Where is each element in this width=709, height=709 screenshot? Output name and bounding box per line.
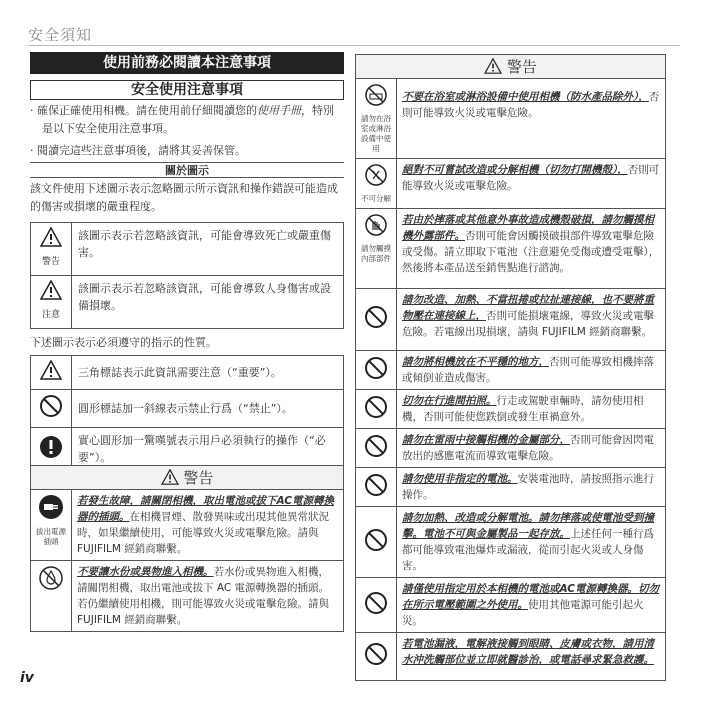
prohibition-icon [364,305,388,329]
left-warning-header: 警告 [31,466,344,490]
right-warning-box [355,54,666,681]
unplug-icon [38,494,64,520]
warning-entry: 不要讓水份或異物進入相機。若水份或異物進入相機，請關閉相機，取出電池或拔下 AC 電源轉換器的插頭。若仍繼續使用相機，則可能導致火災或電擊危險。請與 FUJIFILM 經銷商聯繫。 [72,561,344,632]
warning-triangle-icon [484,58,502,74]
prohibition-icon [39,394,63,418]
severity-table [30,222,344,329]
warning-entry: 請勿將相機放在不平穩的地方，否則可能導致相機摔落或傾倒並造成傷害。 [397,351,666,390]
prohibition-icon [364,591,388,615]
triangle-icon [40,360,62,380]
warning-entry: 若由於摔落或其他意外事故造成機殼破損，請勿觸摸相機外露部件。否則可能會因觸摸破損部件導致電擊危險或受傷。請立即取下電池（注意避免受傷或遭受電擊），然後將本產品送至銷售點進行諮詢。 [397,209,666,289]
icon-key-title: 關於圖示 [30,162,344,178]
prohibition-icon [364,642,388,666]
right-warning-header: 警告 [356,55,666,79]
page-title: 安全須知 [28,26,93,44]
no-bath-icon [364,83,388,107]
mandatory-meaning: 實心圓形加一驚嘆號表示用戶必須執行的操作（“必要”）。 [72,428,344,471]
exclamation-circle-icon [39,435,63,459]
caution-label: 注意 [41,310,60,320]
instruction-table [30,355,344,471]
warning-entry: 切勿在行進間拍照。行走或駕駛車輛時，請勿使用相機，否則可能使您跌倒或發生車禍意外。 [397,390,666,429]
prohibition-icon [364,395,388,419]
prohibition-icon [364,356,388,380]
prohibition-icon [364,473,388,497]
caution-triangle-icon [40,280,62,300]
warning-triangle-icon [161,469,179,485]
caution-severity-text: 該圖示表示若忽略該資訊，可能會導致人身傷害或設備損壞。 [72,276,344,329]
no-water-icon [38,565,64,591]
left-warning-box [30,465,344,632]
bullet-item: · 確保正確使用相機。請在使用前仔細閱讀您的使用手冊，特別是以下安全使用注意事項。 [30,104,334,135]
warning-label: 警告 [41,257,60,267]
no-bath-caption: 請勿在浴室或淋浴設備中使用 [361,114,391,153]
warning-entry: 請勿加熱、改造或分解電池。請勿摔落或使電池受到撞擊。電池不可與金屬製品一起存放。上述任何一種行爲都可能導致電池爆炸或漏液，從而引起火災或人身傷害。 [397,507,666,578]
triangle-meaning: 三角標誌表示此資訊需要注意（“重要”）。 [72,356,344,390]
header-divider [28,45,680,46]
warning-severity-text: 該圖示表示若忽略該資訊，可能會導致死亡或嚴重傷害。 [72,223,344,276]
warning-triangle-icon [40,227,62,247]
warning-entry: 若電池漏液，電解液接觸到眼睛、皮膚或衣物，請用清水沖洗觸部位並立即就醫診治，或電話尋求緊急救護。 [397,633,666,681]
no-disassemble-caption: 不可分解 [361,194,391,203]
no-touch-icon [364,213,388,237]
warning-entry: 請勿使用非指定的電池。安裝電池時，請按照指示進行操作。 [397,468,666,507]
warning-entry: 請僅使用指定用於本相機的電池或AC電源轉換器。切勿在所示電壓範圍之外使用。使用其他電源可能引起火災。 [397,578,666,633]
warning-entry: 請勿改造、加熱、不當扭捲或拉扯連接線，也不要將重物壓在連接線上，否則可能損壞電線，導致火災或電擊危險。若電線出現損壞，請與 FUJIFILM 經銷商聯繫。 [397,289,666,351]
prohibition-icon [364,528,388,552]
read-before-use-banner: 使用前務必閱讀本注意事項 [30,52,344,74]
prohibition-meaning: 圓形標誌加一斜線表示禁止行爲（“禁止”）。 [72,390,344,428]
icon-key-description: 該文件使用下述圖示表示忽略圖示所示資訊和操作錯誤可能造成的傷害或損壞的嚴重程度。 [30,182,338,213]
warning-entry: 不要在浴室或淋浴設備中使用相機（防水產品除外），否則可能導致火災或電擊危險。 [397,79,666,159]
intro-bullets [30,102,344,164]
prohibition-icon [364,434,388,458]
caution-severity-icon-cell [31,276,72,329]
warning-entry: 絕對不可嘗試改造或分解相機（切勿打開機殼），否則可能導致火災或電擊危險。 [397,159,666,209]
unplug-caption: 拔出電源插頭 [36,527,66,546]
instruction-intro: 下述圖示表示必須遵守的指示的性質。 [30,336,217,349]
safety-subheading: 安全使用注意事項 [30,80,344,100]
no-disassemble-icon [364,163,388,187]
warning-entry: 若發生故障，請關閉相機，取出電池或拔下AC電源轉換器的插頭。在相機冒煙、散發異味或出現其他異常狀況時，如果繼續使用，可能導致火災或電擊危險。請與 FUJIFILM 經銷商聯繫。 [72,490,344,561]
page-number: iv [20,670,34,686]
warning-severity-icon-cell [31,223,72,276]
bullet-item: · 閱讀完這些注意事項後，請將其妥善保管。 [30,144,246,157]
warning-entry: 請勿在雷雨中接觸相機的金屬部分，否則可能會因閃電放出的感應電流而導致電擊危險。 [397,429,666,468]
no-touch-caption: 請勿觸摸內部部件 [361,244,391,263]
